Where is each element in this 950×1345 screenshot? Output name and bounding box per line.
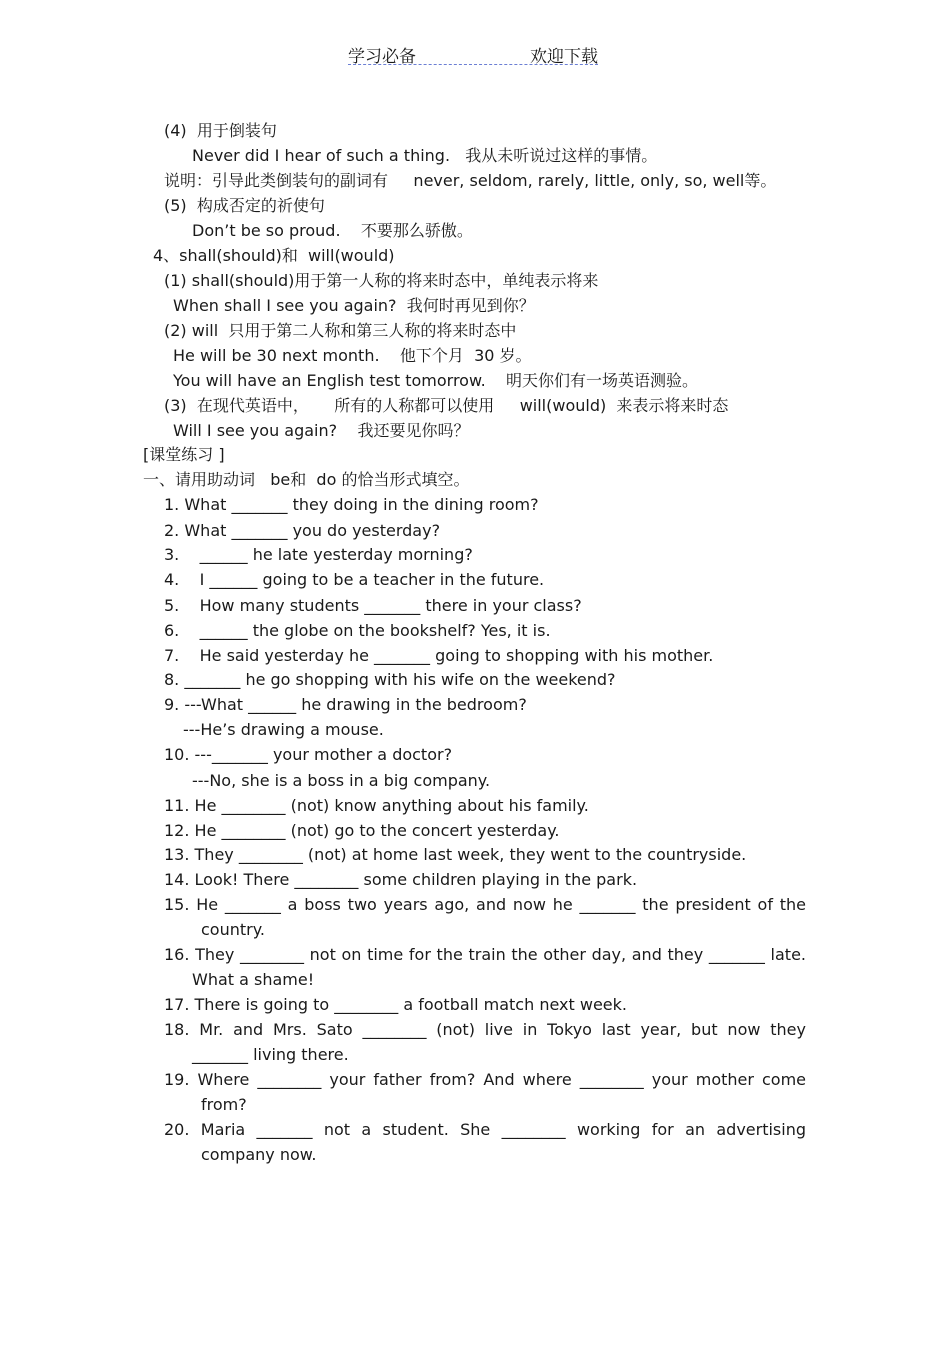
text-line: (2) will 只用于第二人称和第三人称的将来时态中 [164,321,517,340]
exercise-item-continued: ---No, she is a boss in a big company. [192,771,491,790]
text-line: Never did I hear of such a thing. 我从未听说过这样的事情。 [192,146,658,165]
header-right-text: 欢迎下载 [530,47,598,67]
section-heading: [课堂练习 ] [143,445,225,464]
section-heading: 4、shall(should)和 will(would) [153,246,395,265]
exercise-item: 10. ---_______ your mother a doctor? [164,745,453,764]
exercise-item-continued: country. [201,920,265,939]
exercise-item-continued: company now. [201,1145,317,1164]
exercise-item-continued: ---He’s drawing a mouse. [183,720,384,739]
text-line: 说明：引导此类倒装句的副词有 never, seldom, rarely, little, only, so, well等。 [164,171,777,190]
text-line: Don’t be so proud. 不要那么骄傲。 [192,221,473,240]
exercise-instruction: 一、请用助动词 be和 do 的恰当形式填空。 [143,470,470,489]
exercise-item: 7. He said yesterday he _______ going to shopping with his mother. [164,646,714,665]
exercise-item: 17. There is going to ________ a football match next week. [164,995,627,1014]
exercise-item: 15. He _______ a boss two years ago, and now he _______ the president of the [164,895,806,914]
text-line: When shall I see you again? 我何时再见到你？ [173,296,535,315]
text-line: He will be 30 next month. 他下个月 30 岁。 [173,346,532,365]
text-line: (5) 构成否定的祈使句 [164,196,325,215]
exercise-item-continued: _______ living there. [192,1045,349,1064]
exercise-item: 9. ---What ______ he drawing in the bedroom? [164,695,527,714]
exercise-item: 11. He ________ (not) know anything about his family. [164,796,589,815]
exercise-item: 3. ______ he late yesterday morning? [164,545,473,564]
header-left-text: 学习必备 [348,47,416,67]
exercise-item: 18. Mr. and Mrs. Sato ________ (not) live in Tokyo last year, but now they [164,1020,806,1039]
exercise-item-continued: What a shame! [192,970,315,989]
exercise-item: 13. They ________ (not) at home last week, they went to the countryside. [164,845,747,864]
text-line: You will have an English test tomorrow. 明天你们有一场英语测验。 [173,371,699,390]
text-line: (3) 在现代英语中， 所有的人称都可以使用 will(would) 来表示将来时态 [164,396,729,415]
page-header [348,42,598,65]
exercise-item: 12. He ________ (not) go to the concert yesterday. [164,821,560,840]
text-line: (1) shall(should)用于第一人称的将来时态中，单纯表示将来 [164,271,599,290]
text-line: Will I see you again? 我还要见你吗？ [173,421,470,440]
exercise-item-continued: from? [201,1095,247,1114]
exercise-item: 16. They ________ not on time for the train the other day, and they _______ late. [164,945,806,964]
exercise-item: 19. Where ________ your father from? And where ________ your mother come [164,1070,806,1089]
exercise-item: 8. _______ he go shopping with his wife on the weekend? [164,670,616,689]
exercise-item: 20. Maria _______ not a student. She ________ working for an advertising [164,1120,806,1139]
exercise-item: 5. How many students _______ there in your class? [164,596,582,615]
exercise-item: 14. Look! There ________ some children playing in the park. [164,870,638,889]
exercise-item: 6. ______ the globe on the bookshelf? Yes, it is. [164,621,551,640]
text-line: (4) 用于倒装句 [164,121,277,140]
exercise-item: 1. What _______ they doing in the dining room? [164,495,539,514]
exercise-item: 2. What _______ you do yesterday? [164,521,441,540]
exercise-item: 4. I ______ going to be a teacher in the future. [164,570,545,589]
